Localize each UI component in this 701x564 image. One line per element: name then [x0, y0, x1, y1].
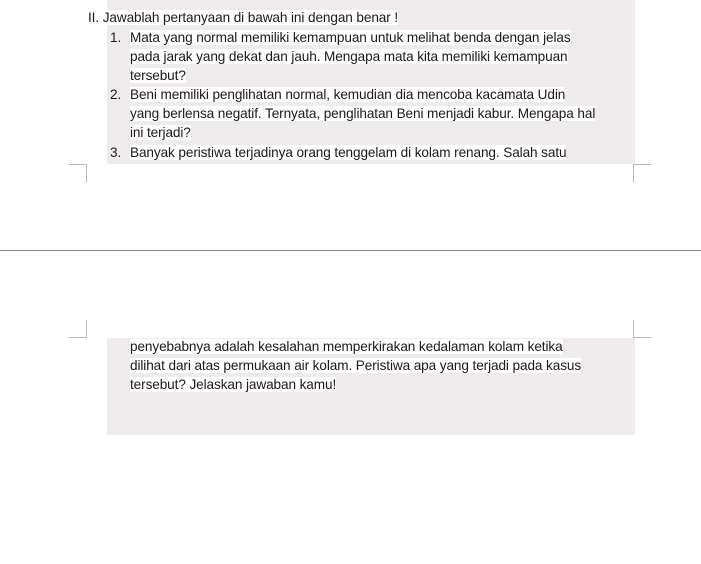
page2-corner-mark-left-h: [69, 337, 87, 338]
page-break-separator: [0, 250, 701, 251]
page1-corner-mark-right-v: [633, 164, 634, 182]
question-3-line-3: dilihat dari atas permukaan air kolam. Peristiwa apa yang terjadi pada kasus: [130, 358, 582, 373]
question-2-number: 2.: [110, 87, 122, 102]
question-1-line-2: pada jarak yang dekat dan jauh. Mengapa mata kita memiliki kemampuan: [130, 49, 568, 64]
question-1-number: 1.: [110, 30, 122, 45]
page2-corner-mark-right-h: [633, 337, 651, 338]
section-heading: II. Jawablah pertanyaan di bawah ini dengan benar !: [88, 10, 399, 25]
question-3-line-4: tersebut? Jelaskan jawaban kamu!: [130, 377, 337, 392]
page2-corner-mark-right-v: [633, 320, 634, 338]
page2-corner-mark-left-v: [86, 320, 87, 338]
question-3-line-1: Banyak peristiwa terjadinya orang tenggelam di kolam renang. Salah satu: [130, 145, 567, 160]
question-3-line-2: penyebabnya adalah kesalahan memperkirakan kedalaman kolam ketika: [130, 339, 563, 354]
page1-corner-mark-left-v: [86, 164, 87, 182]
question-2-line-2: yang berlensa negatif. Ternyata, penglihatan Beni menjadi kabur. Mengapa hal: [130, 106, 596, 121]
question-3-number: 3.: [110, 145, 122, 160]
question-1-line-1: Mata yang normal memiliki kemampuan untuk melihat benda dengan jelas: [130, 30, 571, 45]
question-1-line-3: tersebut?: [130, 68, 186, 83]
page1-corner-mark-right-h: [633, 164, 651, 165]
question-2-line-3: ini terjadi?: [130, 125, 191, 140]
question-2-line-1: Beni memiliki penglihatan normal, kemudian dia mencoba kacamata Udin: [130, 87, 566, 102]
page1-corner-mark-left-h: [69, 164, 87, 165]
